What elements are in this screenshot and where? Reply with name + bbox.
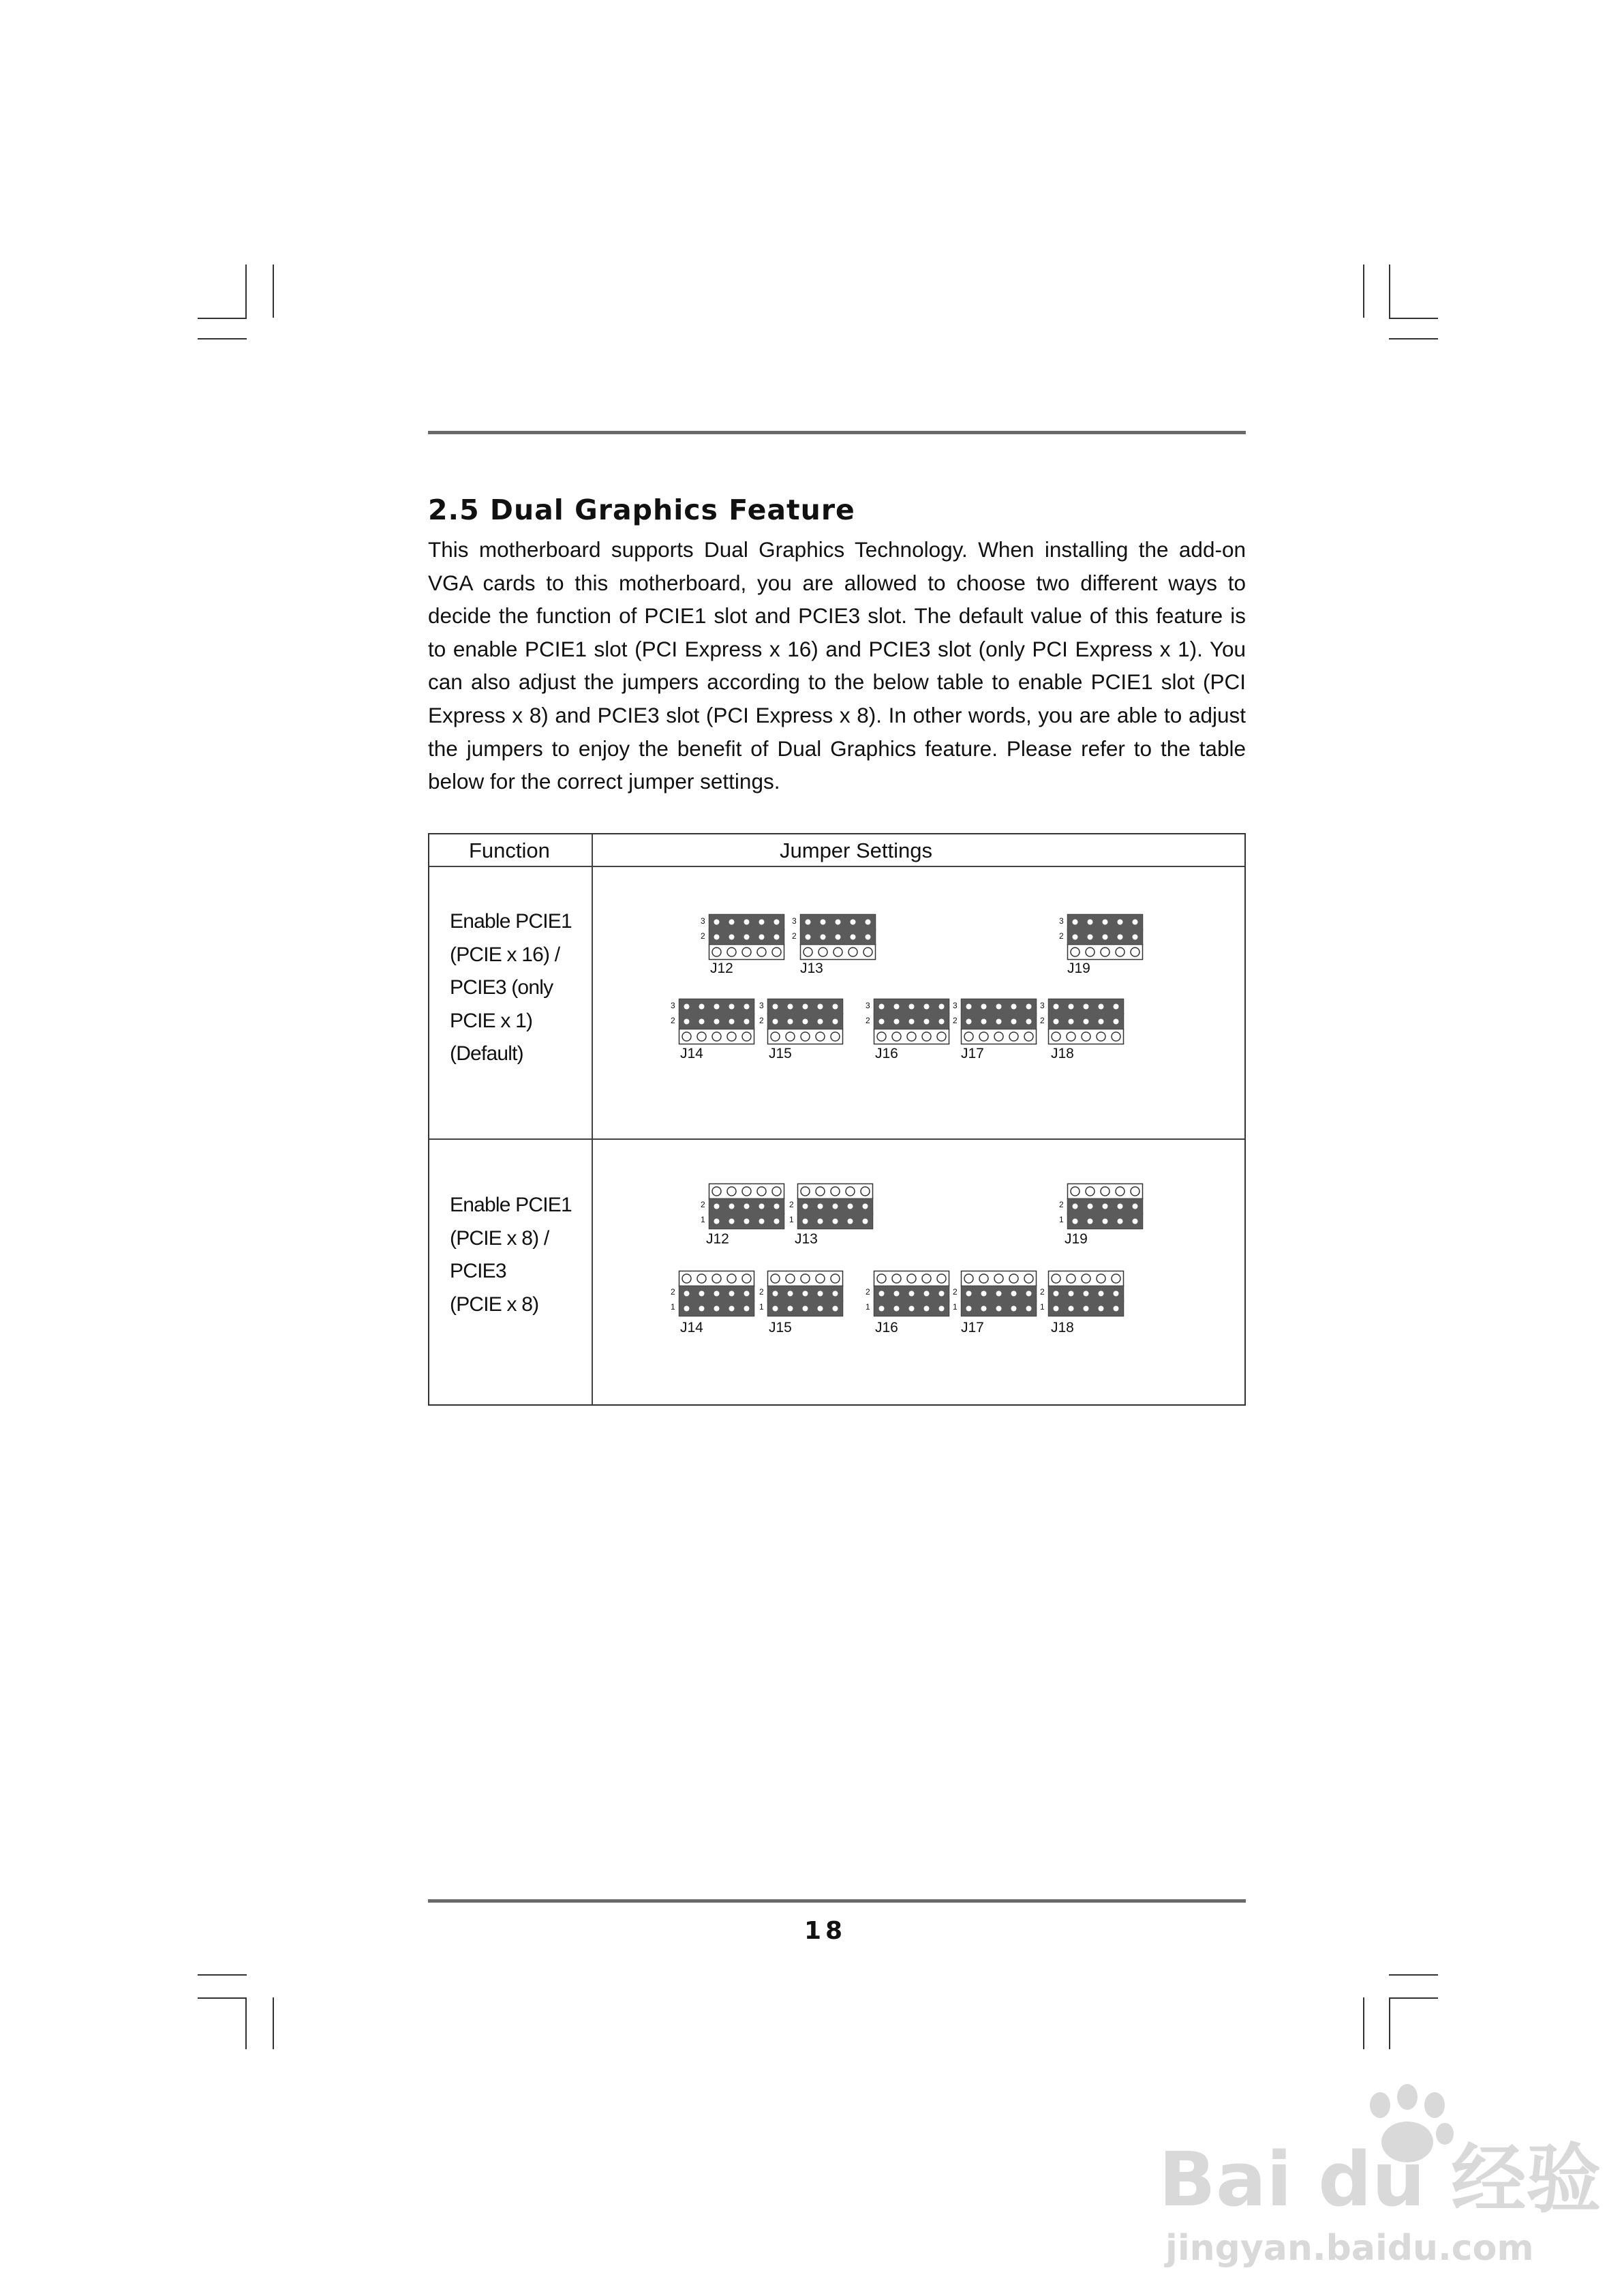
crop-mark (198, 1997, 247, 1999)
pin-number: 3 (671, 1001, 675, 1010)
watermark-logo (1159, 2072, 1602, 2277)
pin-number: 1 (701, 1215, 705, 1224)
watermark-brand: Bai du 经验 (1159, 2136, 1602, 2223)
crop-mark (273, 1997, 274, 2049)
function-line: PCIE3 (only (450, 976, 553, 999)
jumper-cap (874, 999, 949, 1029)
jumper-j14 (679, 1271, 755, 1316)
jumper-label: J14 (680, 1320, 703, 1335)
jumper-cap (1068, 915, 1143, 945)
jumper-cap (679, 999, 754, 1029)
crop-mark (1363, 265, 1364, 318)
jumper-j17 (961, 999, 1037, 1044)
jumper-j13 (797, 1183, 874, 1228)
crop-mark (198, 338, 247, 339)
jumper-label: J17 (961, 1046, 984, 1061)
jumper-j13 (800, 914, 876, 959)
jumper-label: J19 (1065, 1231, 1088, 1247)
top-rule (428, 431, 1246, 434)
jumper-label: J17 (961, 1320, 984, 1335)
jumper-settings-table (428, 833, 1246, 1406)
pin-number: 2 (1059, 931, 1064, 941)
crop-mark (1363, 1997, 1364, 2049)
jumper-label: J15 (769, 1320, 792, 1335)
function-default (450, 905, 572, 1071)
pin-number: 2 (1040, 1016, 1045, 1025)
bottom-rule (428, 1899, 1246, 1903)
jumper-cap (709, 1199, 784, 1229)
jumper-label: J12 (710, 961, 733, 976)
pin-number: 1 (759, 1302, 764, 1312)
function-line: PCIE3 (450, 1260, 506, 1282)
header-jumper-settings: Jumper Settings (780, 839, 932, 862)
jumper-cap (798, 1199, 873, 1229)
pin-number: 1 (1059, 1215, 1064, 1224)
table-header-divider (429, 866, 1244, 867)
jumper-j19 (1067, 1183, 1144, 1228)
function-line: Enable PCIE1 (450, 1194, 572, 1216)
pin-number: 2 (789, 1200, 794, 1209)
crop-mark (1389, 1974, 1438, 1976)
jumper-label: J14 (680, 1046, 703, 1061)
pin-number: 1 (1040, 1302, 1045, 1312)
pin-number: 2 (953, 1287, 958, 1297)
jumper-label: J15 (769, 1046, 792, 1061)
crop-mark (1389, 1997, 1438, 1999)
jumper-j12 (709, 914, 785, 959)
crop-mark (273, 265, 274, 318)
crop-mark (245, 265, 247, 318)
pin-number: 2 (701, 1200, 705, 1209)
function-line: (Default) (450, 1042, 523, 1065)
jumper-label: J19 (1067, 961, 1090, 976)
jumper-j16 (874, 1271, 950, 1316)
jumper-cap (962, 999, 1037, 1029)
pin-number: 2 (1059, 1200, 1064, 1209)
function-line: PCIE x 1) (450, 1009, 533, 1032)
jumper-j14 (679, 999, 755, 1044)
jumper-label: J16 (875, 1046, 898, 1061)
header-function: Function (469, 839, 550, 862)
crop-mark (1389, 318, 1438, 319)
jumper-label: J13 (795, 1231, 818, 1247)
jumper-cap (679, 1286, 754, 1316)
pin-number: 1 (866, 1302, 870, 1312)
jumper-label: J18 (1051, 1046, 1074, 1061)
section-paragraph: This motherboard supports Dual Graphics Technology. When installing the add-on VGA cards to this motherboard, you are allowed to choose two different ways to decide the function of PCIE1 slot and PCIE3 slot. The default value of this feature is to enable PCIE1 slot (PCI Express x 16) and PCIE3 slot (only PCI Express x 1). You can also adjust the jumpers according to the below table to enable PCIE1 slot (PCI Express x 8) and PCIE3 slot (PCI Express x 8). In other words, you are able to adjust the jumpers to enjoy the benefit of Dual Graphics feature. Please refer to the table below for the correct jumper settings. (428, 537, 1246, 794)
pin-number: 1 (671, 1302, 675, 1312)
pin-number: 2 (759, 1016, 764, 1025)
pin-number: 2 (866, 1287, 870, 1297)
jumper-label: J18 (1051, 1320, 1074, 1335)
watermark-url: jingyan.baidu.com (1165, 2228, 1534, 2269)
crop-mark (1389, 265, 1390, 318)
pin-number: 2 (792, 931, 797, 941)
jumper-label: J16 (875, 1320, 898, 1335)
jumper-cap (1049, 1286, 1124, 1316)
pin-number: 2 (953, 1016, 958, 1025)
function-dual (450, 1189, 572, 1321)
pin-number: 1 (789, 1215, 794, 1224)
jumper-cap (962, 1286, 1037, 1316)
section-heading: 2.5 Dual Graphics Feature (428, 494, 855, 526)
pin-number: 3 (792, 916, 797, 926)
page-number: 18 (804, 1917, 847, 1945)
jumper-cap (1049, 999, 1124, 1029)
pin-number: 1 (953, 1302, 958, 1312)
function-line: Enable PCIE1 (450, 910, 572, 933)
jumper-j18 (1048, 999, 1124, 1044)
jumper-j17 (961, 1271, 1037, 1316)
crop-mark (198, 318, 247, 319)
crop-mark (198, 1974, 247, 1976)
jumper-j16 (874, 999, 950, 1044)
crop-mark (245, 1997, 247, 2049)
pin-number: 2 (1040, 1287, 1045, 1297)
jumper-cap (874, 1286, 949, 1316)
crop-mark (1389, 1997, 1390, 2049)
table-column-divider (592, 834, 593, 1404)
jumper-j15 (767, 1271, 844, 1316)
crop-mark (1389, 338, 1438, 339)
pin-number: 3 (701, 916, 705, 926)
jumper-cap (1068, 1199, 1143, 1229)
jumper-cap (768, 1286, 843, 1316)
function-line: (PCIE x 8) / (450, 1226, 549, 1250)
pin-number: 3 (953, 1001, 958, 1010)
jumper-label: J12 (706, 1231, 729, 1247)
jumper-cap (768, 999, 843, 1029)
pin-number: 2 (671, 1287, 675, 1297)
pin-number: 2 (759, 1287, 764, 1297)
jumper-j18 (1048, 1271, 1124, 1316)
jumper-label: J13 (800, 961, 823, 976)
jumper-cap (709, 915, 784, 945)
pin-number: 3 (1059, 916, 1064, 926)
jumper-cap (801, 915, 876, 945)
pin-number: 2 (671, 1016, 675, 1025)
pin-number: 3 (759, 1001, 764, 1010)
jumper-j12 (709, 1183, 785, 1228)
pin-number: 2 (866, 1016, 870, 1025)
pin-number: 3 (866, 1001, 870, 1010)
table-row-divider (429, 1138, 1244, 1140)
pin-number: 2 (701, 931, 705, 941)
pin-number: 3 (1040, 1001, 1045, 1010)
function-line: (PCIE x 8) (450, 1293, 539, 1316)
jumper-j15 (767, 999, 844, 1044)
function-line: (PCIE x 16) / (450, 943, 560, 966)
jumper-j19 (1067, 914, 1144, 959)
